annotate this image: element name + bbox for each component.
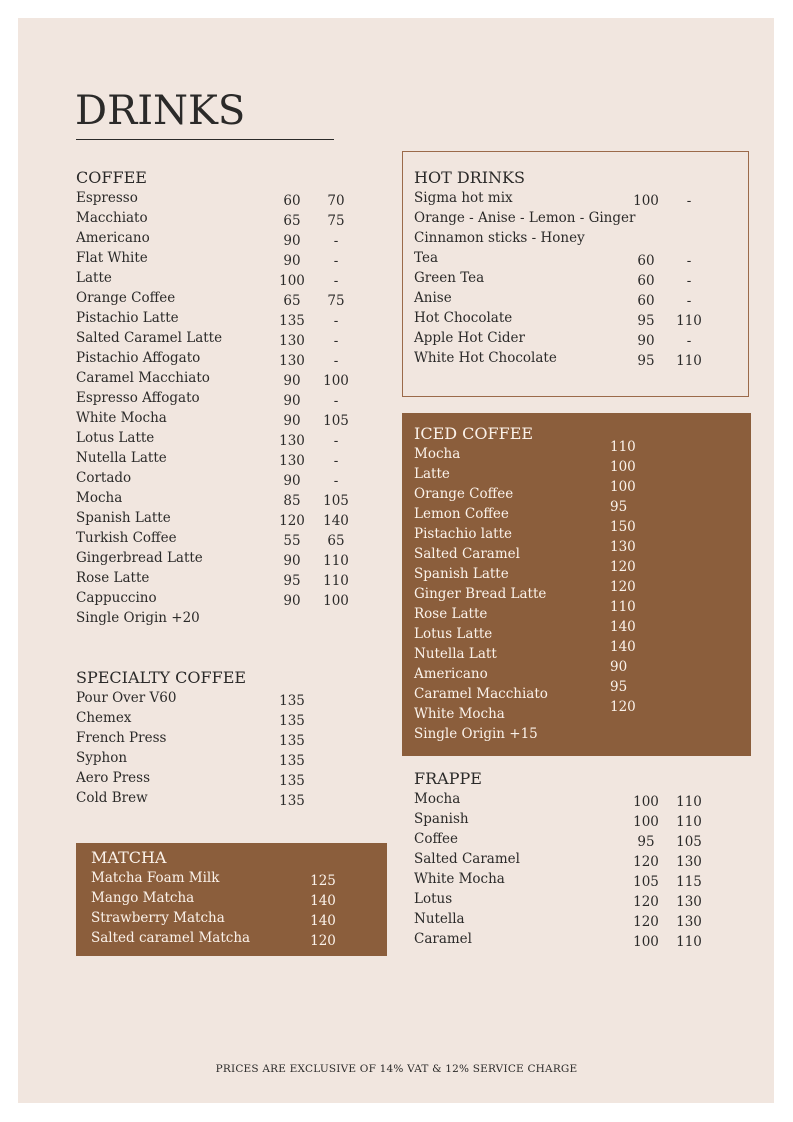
item-name: Mocha [76,490,123,506]
price-regular: 135 [279,713,305,729]
iced-coffee-item-price: 100 [610,479,636,495]
price-regular: 90 [283,393,301,409]
item-name: Salted caramel Matcha [91,930,251,946]
iced-coffee-item-price: 130 [610,539,636,555]
price-regular: 130 [279,353,305,369]
price-regular: 100 [279,273,305,289]
price-regular: 60 [637,273,655,289]
item-name: Mango Matcha [91,890,195,906]
item-name: Aero Press [76,770,150,786]
price-regular: 130 [279,333,305,349]
price-regular: 120 [279,513,305,529]
price-regular: 130 [279,433,305,449]
price-regular: 90 [283,553,301,569]
iced-single-origin-note: Single Origin +15 [414,726,538,742]
price-regular: 95 [637,313,655,329]
item-name: Nutella [414,911,465,927]
coffee-title: COFFEE [76,168,147,187]
price-large: 110 [323,573,349,589]
price-regular: 120 [633,854,659,870]
price-large: 105 [323,413,349,429]
iced-coffee-item-name: Caramel Macchiato [414,686,548,702]
iced-coffee-item-price: 120 [610,699,636,715]
item-name: Pour Over V60 [76,690,177,706]
iced-coffee-item-name: Lemon Coffee [414,506,509,522]
item-name: Orange Coffee [76,290,176,306]
price-regular: 60 [637,293,655,309]
item-name: Caramel Macchiato [76,370,210,386]
price-regular: 120 [633,894,659,910]
price-large: 130 [676,894,702,910]
price-regular: 135 [279,733,305,749]
price-regular: 135 [279,753,305,769]
price-large: - [686,333,692,349]
price-regular: 90 [283,413,301,429]
price-large: 110 [676,814,702,830]
price-large: - [333,273,339,289]
iced-coffee-item-name: Salted Caramel [414,546,520,562]
item-name: Latte [76,270,112,286]
price-regular: 90 [637,333,655,349]
price-regular: 90 [283,373,301,389]
iced-coffee-item-name: Latte [414,466,450,482]
iced-coffee-item-name: Nutella Latt [414,646,497,662]
price-large: 110 [676,794,702,810]
price-disclaimer: PRICES ARE EXCLUSIVE OF 14% VAT & 12% SERVICE CHARGE [215,1063,578,1075]
price-large: 100 [323,373,349,389]
price-regular: 95 [637,353,655,369]
price-large: 130 [676,854,702,870]
item-name: Salted Caramel Latte [76,330,223,346]
price-large: 115 [676,874,702,890]
item-name: Rose Latte [76,570,150,586]
item-name: Caramel [414,931,472,947]
hot-drinks-title: HOT DRINKS [414,168,525,187]
price-regular: 85 [283,493,301,509]
price-regular: 135 [279,773,305,789]
iced-coffee-item-price: 140 [610,619,636,635]
item-name: Apple Hot Cider [414,330,525,346]
iced-coffee-item-name: Mocha [414,446,461,462]
price-regular: 90 [283,233,301,249]
iced-coffee-item-price: 100 [610,459,636,475]
item-name: Spanish [414,811,469,827]
price-regular: 105 [633,874,659,890]
item-name: Americano [76,230,150,246]
item-name: Spanish Latte [76,510,171,526]
price-large: 105 [676,834,702,850]
item-name: Turkish Coffee [76,530,177,546]
item-name: Sigma hot mix [414,190,513,206]
item-name: Syphon [76,750,128,766]
price-large: - [333,333,339,349]
price-large: 130 [676,914,702,930]
price-large: 100 [323,593,349,609]
item-name: Mocha [414,791,461,807]
item-name: Espresso Affogato [76,390,200,406]
item-name: Gingerbread Latte [76,550,203,566]
item-name: Cappuccino [76,590,157,606]
title-underline [76,139,334,140]
price-large: - [333,473,339,489]
price-regular: 100 [633,193,659,209]
iced-coffee-item-price: 120 [610,559,636,575]
iced-coffee-item-name: Ginger Bread Latte [414,586,547,602]
price-large: - [686,253,692,269]
price-regular: 135 [279,793,305,809]
price-large: 105 [323,493,349,509]
item-name: Flat White [76,250,148,266]
page-title: DRINKS [75,88,246,134]
specialty-title: SPECIALTY COFFEE [76,668,247,687]
price-large: 70 [327,193,345,209]
price-regular: 135 [279,693,305,709]
price-regular: 95 [637,834,655,850]
item-name: White Mocha [76,410,167,426]
item-name: Chemex [76,710,132,726]
matcha-section [76,843,387,956]
price-regular: 120 [310,933,336,949]
item-name: Nutella Latte [76,450,167,466]
sigma-ingredients-line-1: Orange - Anise - Lemon - Ginger [414,210,636,226]
iced-coffee-item-name: Spanish Latte [414,566,509,582]
price-large: - [686,193,692,209]
item-name: White Hot Chocolate [414,350,557,366]
iced-coffee-item-name: Rose Latte [414,606,488,622]
price-large: 75 [327,213,345,229]
price-large: 110 [676,353,702,369]
item-name: Macchiato [76,210,148,226]
price-regular: 90 [283,253,301,269]
price-regular: 95 [283,573,301,589]
iced-coffee-title: ICED COFFEE [414,424,534,443]
item-name: Tea [414,250,438,266]
iced-coffee-item-price: 140 [610,639,636,655]
price-large: 110 [676,313,702,329]
price-large: - [333,253,339,269]
price-regular: 60 [637,253,655,269]
price-large: - [333,233,339,249]
iced-coffee-item-price: 95 [610,679,628,695]
item-name: French Press [76,730,167,746]
item-name: Strawberry Matcha [91,910,225,926]
price-large: - [333,353,339,369]
iced-coffee-item-name: White Mocha [414,706,505,722]
item-name: Pistachio Affogato [76,350,201,366]
price-large: - [686,273,692,289]
matcha-title: MATCHA [91,848,167,867]
iced-coffee-item-name: Americano [414,666,488,682]
item-name: Pistachio Latte [76,310,179,326]
item-name: Lotus Latte [76,430,155,446]
price-regular: 140 [310,893,336,909]
iced-coffee-item-name: Orange Coffee [414,486,514,502]
item-name: Espresso [76,190,138,206]
price-regular: 65 [283,213,301,229]
price-large: - [333,453,339,469]
price-regular: 120 [633,914,659,930]
price-regular: 140 [310,913,336,929]
iced-coffee-item-price: 150 [610,519,636,535]
coffee-single-origin-note: Single Origin +20 [76,610,200,626]
iced-coffee-section [402,413,751,756]
iced-coffee-item-price: 120 [610,579,636,595]
item-name: Anise [414,290,452,306]
price-large: - [686,293,692,309]
iced-coffee-item-price: 90 [610,659,628,675]
price-large: - [333,393,339,409]
frappe-title: FRAPPE [414,769,482,788]
price-regular: 100 [633,814,659,830]
price-large: 65 [327,533,345,549]
iced-coffee-item-name: Pistachio latte [414,526,513,542]
iced-coffee-item-price: 110 [610,599,636,615]
iced-coffee-item-price: 110 [610,439,636,455]
price-regular: 135 [279,313,305,329]
sigma-ingredients-line-2: Cinnamon sticks - Honey [414,230,585,246]
iced-coffee-item-name: Lotus Latte [414,626,493,642]
price-regular: 90 [283,593,301,609]
price-regular: 130 [279,453,305,469]
item-name: Coffee [414,831,459,847]
price-large: 75 [327,293,345,309]
price-regular: 100 [633,934,659,950]
price-regular: 125 [310,873,336,889]
price-large: - [333,313,339,329]
item-name: Cold Brew [76,790,148,806]
item-name: Lotus [414,891,453,907]
price-regular: 90 [283,473,301,489]
item-name: Hot Chocolate [414,310,513,326]
iced-coffee-item-price: 95 [610,499,628,515]
price-regular: 100 [633,794,659,810]
item-name: White Mocha [414,871,505,887]
item-name: Green Tea [414,270,485,286]
price-large: 110 [323,553,349,569]
price-regular: 60 [283,193,301,209]
item-name: Cortado [76,470,132,486]
price-regular: 55 [283,533,301,549]
price-regular: 65 [283,293,301,309]
item-name: Salted Caramel [414,851,520,867]
price-large: - [333,433,339,449]
price-large: 110 [676,934,702,950]
item-name: Matcha Foam Milk [91,870,220,886]
price-large: 140 [323,513,349,529]
